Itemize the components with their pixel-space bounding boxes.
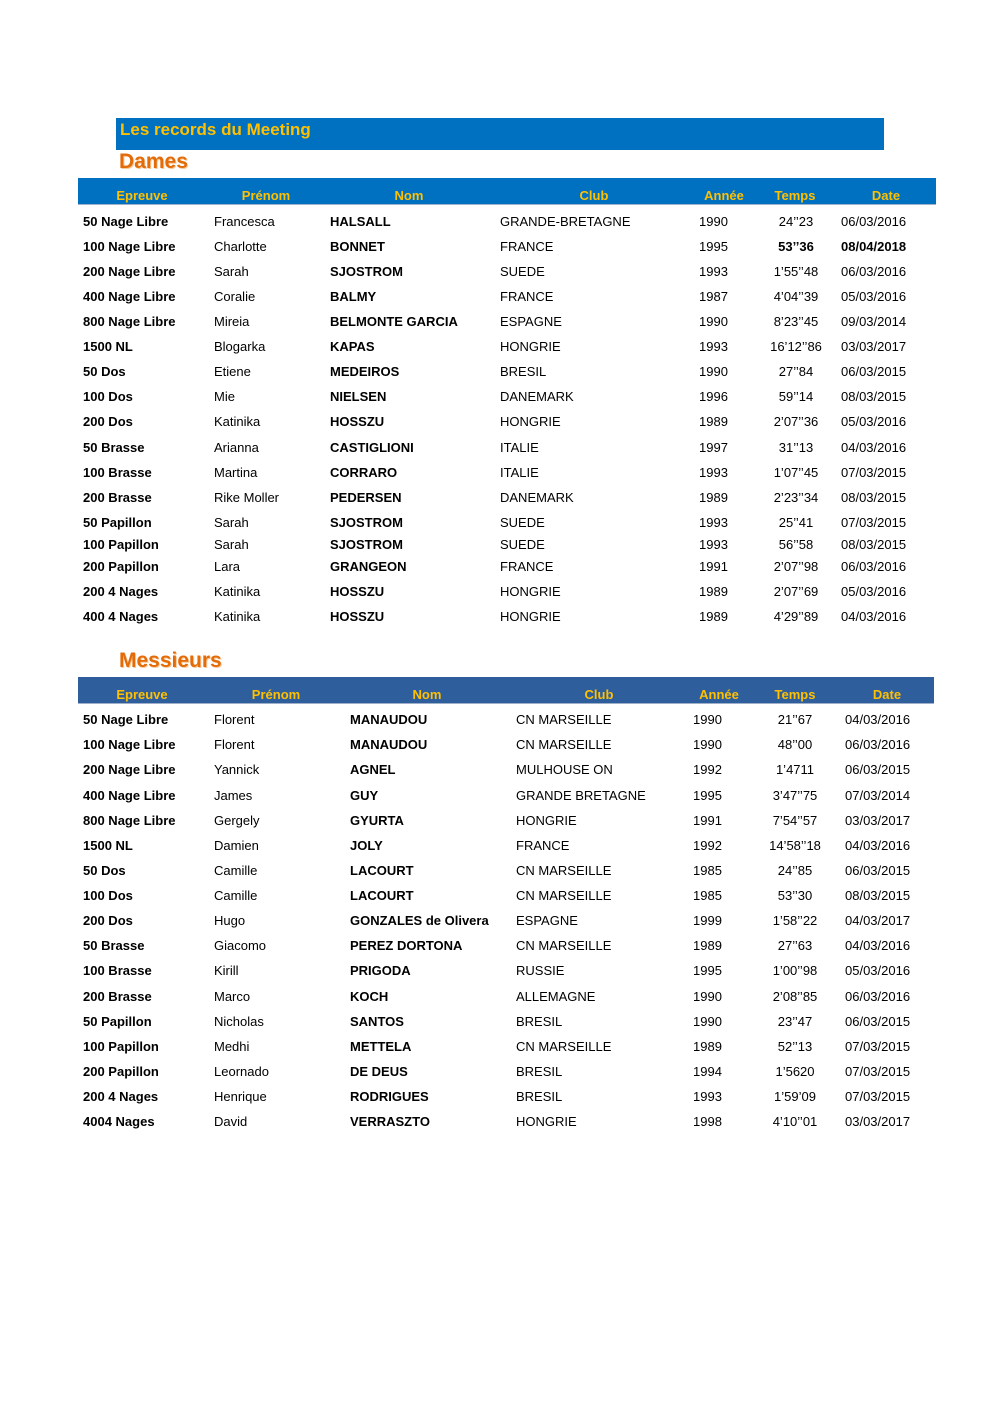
epreuve-cell: 800 Nage Libre (83, 813, 176, 828)
annee-cell: 1987 (699, 289, 728, 304)
nom-cell: SANTOS (350, 1014, 404, 1029)
table-row (78, 559, 936, 577)
temps-cell: 56’’58 (778, 537, 814, 552)
nom-cell: HALSALL (330, 214, 391, 229)
club-cell: BRESIL (500, 364, 547, 379)
date-cell: 06/03/2015 (845, 1014, 911, 1029)
header-date: Date (871, 188, 901, 203)
epreuve-cell: 100 Nage Libre (83, 737, 176, 752)
prenom-cell: Nicholas (214, 1014, 264, 1029)
header-nom: Nom (412, 687, 442, 702)
temps-cell: 8’23’’45 (773, 314, 819, 329)
epreuve-cell: 400 Nage Libre (83, 788, 176, 803)
annee-cell: 1992 (693, 838, 722, 853)
prenom-cell: Giacomo (214, 938, 267, 953)
epreuve-cell: 100 Papillon (83, 1039, 159, 1054)
date-cell: 08/03/2015 (841, 389, 907, 404)
table-row (78, 1064, 934, 1082)
table-row (78, 1089, 934, 1107)
annee-cell: 1993 (699, 537, 728, 552)
epreuve-cell: 4004 Nages (83, 1114, 155, 1129)
table-row (78, 813, 934, 831)
epreuve-cell: 200 Brasse (83, 989, 152, 1004)
club-cell: HONGRIE (516, 813, 577, 828)
nom-cell: METTELA (350, 1039, 412, 1054)
prenom-cell: Gergely (214, 813, 260, 828)
prenom-cell: Etiene (214, 364, 251, 379)
epreuve-cell: 50 Papillon (83, 1014, 152, 1029)
nom-cell: MEDEIROS (330, 364, 400, 379)
temps-cell: 1’4711 (775, 762, 815, 777)
nom-cell: GUY (350, 788, 379, 803)
date-cell: 06/03/2015 (845, 863, 911, 878)
club-cell: HONGRIE (516, 1114, 577, 1129)
date-cell: 03/03/2017 (841, 339, 907, 354)
temps-cell: 4’10’’01 (772, 1114, 818, 1129)
prenom-cell: Sarah (214, 537, 249, 552)
date-cell: 07/03/2014 (845, 788, 911, 803)
date-cell: 03/03/2017 (845, 813, 911, 828)
epreuve-cell: 200 Papillon (83, 559, 159, 574)
table-row (78, 1014, 934, 1032)
annee-cell: 1991 (693, 813, 722, 828)
temps-cell: 53’’36 (778, 239, 814, 254)
club-cell: SUEDE (500, 264, 545, 279)
temps-cell: 1’5620 (775, 1064, 815, 1079)
club-cell: FRANCE (500, 559, 554, 574)
table-row (78, 264, 936, 282)
table-row (78, 537, 936, 555)
date-cell: 05/03/2016 (841, 584, 907, 599)
nom-cell: SJOSTROM (330, 515, 403, 530)
temps-cell: 27’’63 (777, 938, 813, 953)
section-title-dames: Dames (119, 150, 188, 173)
club-cell: CN MARSEILLE (516, 863, 612, 878)
epreuve-cell: 100 Dos (83, 389, 133, 404)
nom-cell: AGNEL (350, 762, 396, 777)
nom-cell: DE DEUS (350, 1064, 408, 1079)
prenom-cell: Katinika (214, 609, 261, 624)
date-cell: 05/03/2016 (841, 289, 907, 304)
prenom-cell: Lara (214, 559, 241, 574)
date-cell: 04/03/2016 (841, 609, 907, 624)
table-header (78, 178, 936, 205)
table-row (78, 712, 934, 730)
temps-cell: 31’’13 (778, 440, 814, 455)
annee-cell: 1999 (693, 913, 722, 928)
epreuve-cell: 200 Nage Libre (83, 264, 176, 279)
epreuve-cell: 50 Nage Libre (83, 214, 169, 229)
prenom-cell: Henrique (214, 1089, 267, 1104)
annee-cell: 1989 (699, 414, 728, 429)
nom-cell: MANAUDOU (350, 737, 428, 752)
prenom-cell: Camille (214, 863, 258, 878)
temps-cell: 2’08’’85 (772, 989, 818, 1004)
table-row (78, 515, 936, 533)
table-row (78, 440, 936, 458)
annee-cell: 1995 (699, 239, 728, 254)
date-cell: 04/03/2016 (845, 838, 911, 853)
temps-cell: 4’04’’39 (773, 289, 819, 304)
epreuve-cell: 400 Nage Libre (83, 289, 176, 304)
temps-cell: 7’54’’57 (772, 813, 818, 828)
temps-cell: 2’07’’98 (773, 559, 819, 574)
banner-title: Les records du Meeting (120, 120, 311, 139)
prenom-cell: Yannick (214, 762, 260, 777)
header-temps: Temps (774, 188, 816, 203)
nom-cell: KOCH (350, 989, 389, 1004)
date-cell: 07/03/2015 (845, 1039, 911, 1054)
club-cell: HONGRIE (500, 339, 561, 354)
date-cell: 07/03/2015 (845, 1089, 911, 1104)
nom-cell: GYURTA (350, 813, 404, 828)
prenom-cell: Francesca (214, 214, 275, 229)
nom-cell: PRIGODA (350, 963, 411, 978)
club-cell: BRESIL (516, 1089, 563, 1104)
club-cell: BRESIL (516, 1014, 563, 1029)
date-cell: 07/03/2015 (845, 1064, 911, 1079)
annee-cell: 1993 (699, 339, 728, 354)
annee-cell: 1985 (693, 863, 722, 878)
annee-cell: 1990 (693, 989, 722, 1004)
temps-cell: 21’’67 (777, 712, 813, 727)
temps-cell: 24’’23 (778, 214, 814, 229)
nom-cell: BALMY (330, 289, 377, 304)
epreuve-cell: 50 Brasse (83, 440, 145, 455)
temps-cell: 2’23’’34 (773, 490, 819, 505)
prenom-cell: Damien (214, 838, 259, 853)
nom-cell: PEDERSEN (330, 490, 402, 505)
date-cell: 04/03/2016 (845, 938, 911, 953)
nom-cell: MANAUDOU (350, 712, 428, 727)
table-row (78, 1039, 934, 1057)
temps-cell: 16’12’’86 (770, 339, 822, 354)
nom-cell: LACOURT (350, 863, 414, 878)
prenom-cell: Mireia (214, 314, 250, 329)
nom-cell: SJOSTROM (330, 264, 403, 279)
epreuve-cell: 50 Dos (83, 863, 126, 878)
nom-cell: CASTIGLIONI (330, 440, 414, 455)
nom-cell: BONNET (330, 239, 385, 254)
header-club: Club (584, 687, 614, 702)
date-cell: 04/03/2017 (845, 913, 911, 928)
table-row (78, 584, 936, 602)
date-cell: 06/03/2016 (841, 559, 907, 574)
club-cell: CN MARSEILLE (516, 1039, 612, 1054)
club-cell: DANEMARK (500, 389, 574, 404)
date-cell: 09/03/2014 (841, 314, 907, 329)
nom-cell: JOLY (350, 838, 383, 853)
nom-cell: SJOSTROM (330, 537, 403, 552)
annee-cell: 1989 (699, 490, 728, 505)
date-cell: 05/03/2016 (845, 963, 911, 978)
annee-cell: 1993 (699, 264, 728, 279)
nom-cell: RODRIGUES (350, 1089, 429, 1104)
club-cell: SUEDE (500, 515, 545, 530)
epreuve-cell: 400 4 Nages (83, 609, 159, 624)
club-cell: DANEMARK (500, 490, 574, 505)
prenom-cell: Arianna (214, 440, 259, 455)
annee-cell: 1991 (699, 559, 728, 574)
prenom-cell: Leornado (214, 1064, 269, 1079)
club-cell: HONGRIE (500, 584, 561, 599)
date-cell: 07/03/2015 (841, 515, 907, 530)
epreuve-cell: 200 Dos (83, 414, 133, 429)
epreuve-cell: 50 Papillon (83, 515, 152, 530)
epreuve-cell: 200 4 Nages (83, 584, 159, 599)
prenom-cell: Marco (214, 989, 251, 1004)
annee-cell: 1993 (699, 515, 728, 530)
table-row (78, 989, 934, 1007)
header-epreuve: Epreuve (116, 687, 168, 702)
table-row (78, 239, 936, 257)
nom-cell: BELMONTE GARCIA (330, 314, 458, 329)
table-row (78, 214, 936, 232)
date-cell: 06/03/2016 (845, 737, 911, 752)
club-cell: CN MARSEILLE (516, 888, 612, 903)
temps-cell: 24’’85 (777, 863, 813, 878)
temps-cell: 1’00’’98 (772, 963, 818, 978)
club-cell: CN MARSEILLE (516, 712, 612, 727)
epreuve-cell: 50 Dos (83, 364, 126, 379)
nom-cell: GONZALES de Olivera (350, 913, 489, 928)
date-cell: 04/03/2016 (841, 440, 907, 455)
epreuve-cell: 200 Nage Libre (83, 762, 176, 777)
nom-cell: VERRASZTO (350, 1114, 430, 1129)
table-row (78, 1114, 934, 1132)
epreuve-cell: 50 Brasse (83, 938, 145, 953)
club-cell: HONGRIE (500, 609, 561, 624)
epreuve-cell: 100 Papillon (83, 537, 159, 552)
annee-cell: 1994 (693, 1064, 722, 1079)
nom-cell: LACOURT (350, 888, 414, 903)
temps-cell: 1’07’’45 (773, 465, 819, 480)
club-cell: FRANCE (516, 838, 570, 853)
club-cell: RUSSIE (516, 963, 565, 978)
club-cell: MULHOUSE ON (516, 762, 613, 777)
prenom-cell: David (214, 1114, 248, 1129)
records-table-messieurs (78, 677, 934, 1154)
club-cell: CN MARSEILLE (516, 938, 612, 953)
annee-cell: 1995 (693, 788, 722, 803)
date-cell: 07/03/2015 (841, 465, 907, 480)
date-cell: 08/04/2018 (841, 239, 907, 254)
temps-cell: 25’’41 (778, 515, 814, 530)
header-epreuve: Epreuve (116, 188, 168, 203)
club-cell: SUEDE (500, 537, 545, 552)
nom-cell: GRANGEON (330, 559, 407, 574)
club-cell: ESPAGNE (500, 314, 562, 329)
prenom-cell: Sarah (214, 264, 249, 279)
epreuve-cell: 200 Dos (83, 913, 133, 928)
club-cell: GRANDE BRETAGNE (516, 788, 646, 803)
annee-cell: 1992 (693, 762, 722, 777)
temps-cell: 27’’84 (778, 364, 814, 379)
nom-cell: PEREZ DORTONA (350, 938, 463, 953)
table-row (78, 913, 934, 931)
nom-cell: KAPAS (330, 339, 375, 354)
nom-cell: CORRARO (330, 465, 398, 480)
epreuve-cell: 100 Nage Libre (83, 239, 176, 254)
prenom-cell: Martina (214, 465, 258, 480)
annee-cell: 1990 (693, 737, 722, 752)
epreuve-cell: 200 Brasse (83, 490, 152, 505)
date-cell: 06/03/2015 (845, 762, 911, 777)
temps-cell: 2’07’’36 (773, 414, 819, 429)
header-temps: Temps (774, 687, 816, 702)
table-row (78, 838, 934, 856)
prenom-cell: Hugo (214, 913, 246, 928)
prenom-cell: Katinika (214, 414, 261, 429)
prenom-cell: Sarah (214, 515, 249, 530)
annee-cell: 1990 (693, 712, 722, 727)
header-club: Club (579, 188, 609, 203)
date-cell: 06/03/2016 (841, 214, 907, 229)
temps-cell: 59’’14 (778, 389, 814, 404)
club-cell: ESPAGNE (516, 913, 578, 928)
table-row (78, 788, 934, 806)
annee-cell: 1989 (699, 609, 728, 624)
header-prenom: Prénom (241, 188, 291, 203)
club-cell: BRESIL (516, 1064, 563, 1079)
epreuve-cell: 100 Brasse (83, 465, 152, 480)
annee-cell: 1993 (693, 1089, 722, 1104)
table-row (78, 938, 934, 956)
temps-cell: 52’’13 (777, 1039, 813, 1054)
date-cell: 06/03/2015 (841, 364, 907, 379)
prenom-cell: Charlotte (214, 239, 267, 254)
table-row (78, 737, 934, 755)
table-row (78, 389, 936, 407)
annee-cell: 1989 (693, 1039, 722, 1054)
table-row (78, 414, 936, 432)
annee-cell: 1990 (699, 214, 728, 229)
epreuve-cell: 100 Dos (83, 888, 133, 903)
prenom-cell: Coralie (214, 289, 256, 304)
nom-cell: HOSSZU (330, 609, 385, 624)
table-row (78, 963, 934, 981)
annee-cell: 1990 (693, 1014, 722, 1029)
table-row (78, 364, 936, 382)
table-row (78, 289, 936, 307)
annee-cell: 1989 (699, 584, 728, 599)
temps-cell: 1’55’’48 (773, 264, 819, 279)
nom-cell: NIELSEN (330, 389, 387, 404)
annee-cell: 1993 (699, 465, 728, 480)
temps-cell: 1’58’’22 (772, 913, 818, 928)
records-table-dames (78, 178, 936, 649)
table-row (78, 465, 936, 483)
prenom-cell: Mie (214, 389, 235, 404)
epreuve-cell: 100 Brasse (83, 963, 152, 978)
epreuve-cell: 1500 NL (83, 838, 133, 853)
club-cell: FRANCE (500, 289, 554, 304)
annee-cell: 1985 (693, 888, 722, 903)
section-title-messieurs: Messieurs (119, 649, 222, 672)
temps-cell: 23’’47 (777, 1014, 813, 1029)
table-row (78, 314, 936, 332)
date-cell: 08/03/2015 (841, 537, 907, 552)
club-cell: ITALIE (500, 465, 539, 480)
prenom-cell: Katinika (214, 584, 261, 599)
date-cell: 04/03/2016 (845, 712, 911, 727)
temps-cell: 3’47’’75 (772, 788, 818, 803)
temps-cell: 1’59’09 (774, 1089, 816, 1104)
date-cell: 08/03/2015 (841, 490, 907, 505)
temps-cell: 4’29’’89 (773, 609, 819, 624)
temps-cell: 53’’30 (777, 888, 813, 903)
prenom-cell: Rike Moller (214, 490, 280, 505)
temps-cell: 48’’00 (777, 737, 813, 752)
annee-cell: 1990 (699, 314, 728, 329)
prenom-cell: Medhi (214, 1039, 250, 1054)
date-cell: 05/03/2016 (841, 414, 907, 429)
nom-cell: HOSSZU (330, 414, 385, 429)
prenom-cell: Florent (214, 712, 255, 727)
epreuve-cell: 200 4 Nages (83, 1089, 159, 1104)
temps-cell: 2’07’’69 (773, 584, 819, 599)
club-cell: ALLEMAGNE (516, 989, 596, 1004)
prenom-cell: Florent (214, 737, 255, 752)
table-row (78, 339, 936, 357)
header-date: Date (872, 687, 902, 702)
club-cell: GRANDE-BRETAGNE (500, 214, 631, 229)
annee-cell: 1998 (693, 1114, 722, 1129)
date-cell: 06/03/2016 (841, 264, 907, 279)
table-row (78, 888, 934, 906)
club-cell: FRANCE (500, 239, 554, 254)
annee-cell: 1995 (693, 963, 722, 978)
nom-cell: HOSSZU (330, 584, 385, 599)
table-header (78, 677, 934, 704)
date-cell: 06/03/2016 (845, 989, 911, 1004)
epreuve-cell: 800 Nage Libre (83, 314, 176, 329)
table-row (78, 490, 936, 508)
prenom-cell: Blogarka (214, 339, 266, 354)
annee-cell: 1990 (699, 364, 728, 379)
club-cell: ITALIE (500, 440, 539, 455)
date-cell: 08/03/2015 (845, 888, 911, 903)
header-nom: Nom (394, 188, 424, 203)
prenom-cell: Kirill (214, 963, 239, 978)
header-annee: Année (699, 687, 739, 702)
epreuve-cell: 200 Papillon (83, 1064, 159, 1079)
annee-cell: 1989 (693, 938, 722, 953)
epreuve-cell: 50 Nage Libre (83, 712, 169, 727)
annee-cell: 1997 (699, 440, 728, 455)
meeting-banner (116, 118, 884, 150)
annee-cell: 1996 (699, 389, 728, 404)
prenom-cell: Camille (214, 888, 258, 903)
table-row (78, 609, 936, 627)
table-row (78, 762, 934, 780)
club-cell: HONGRIE (500, 414, 561, 429)
temps-cell: 14’58’’18 (769, 838, 821, 853)
header-prenom: Prénom (251, 687, 301, 702)
epreuve-cell: 1500 NL (83, 339, 133, 354)
club-cell: CN MARSEILLE (516, 737, 612, 752)
table-row (78, 863, 934, 881)
date-cell: 03/03/2017 (845, 1114, 911, 1129)
header-annee: Année (704, 188, 744, 203)
prenom-cell: James (214, 788, 253, 803)
